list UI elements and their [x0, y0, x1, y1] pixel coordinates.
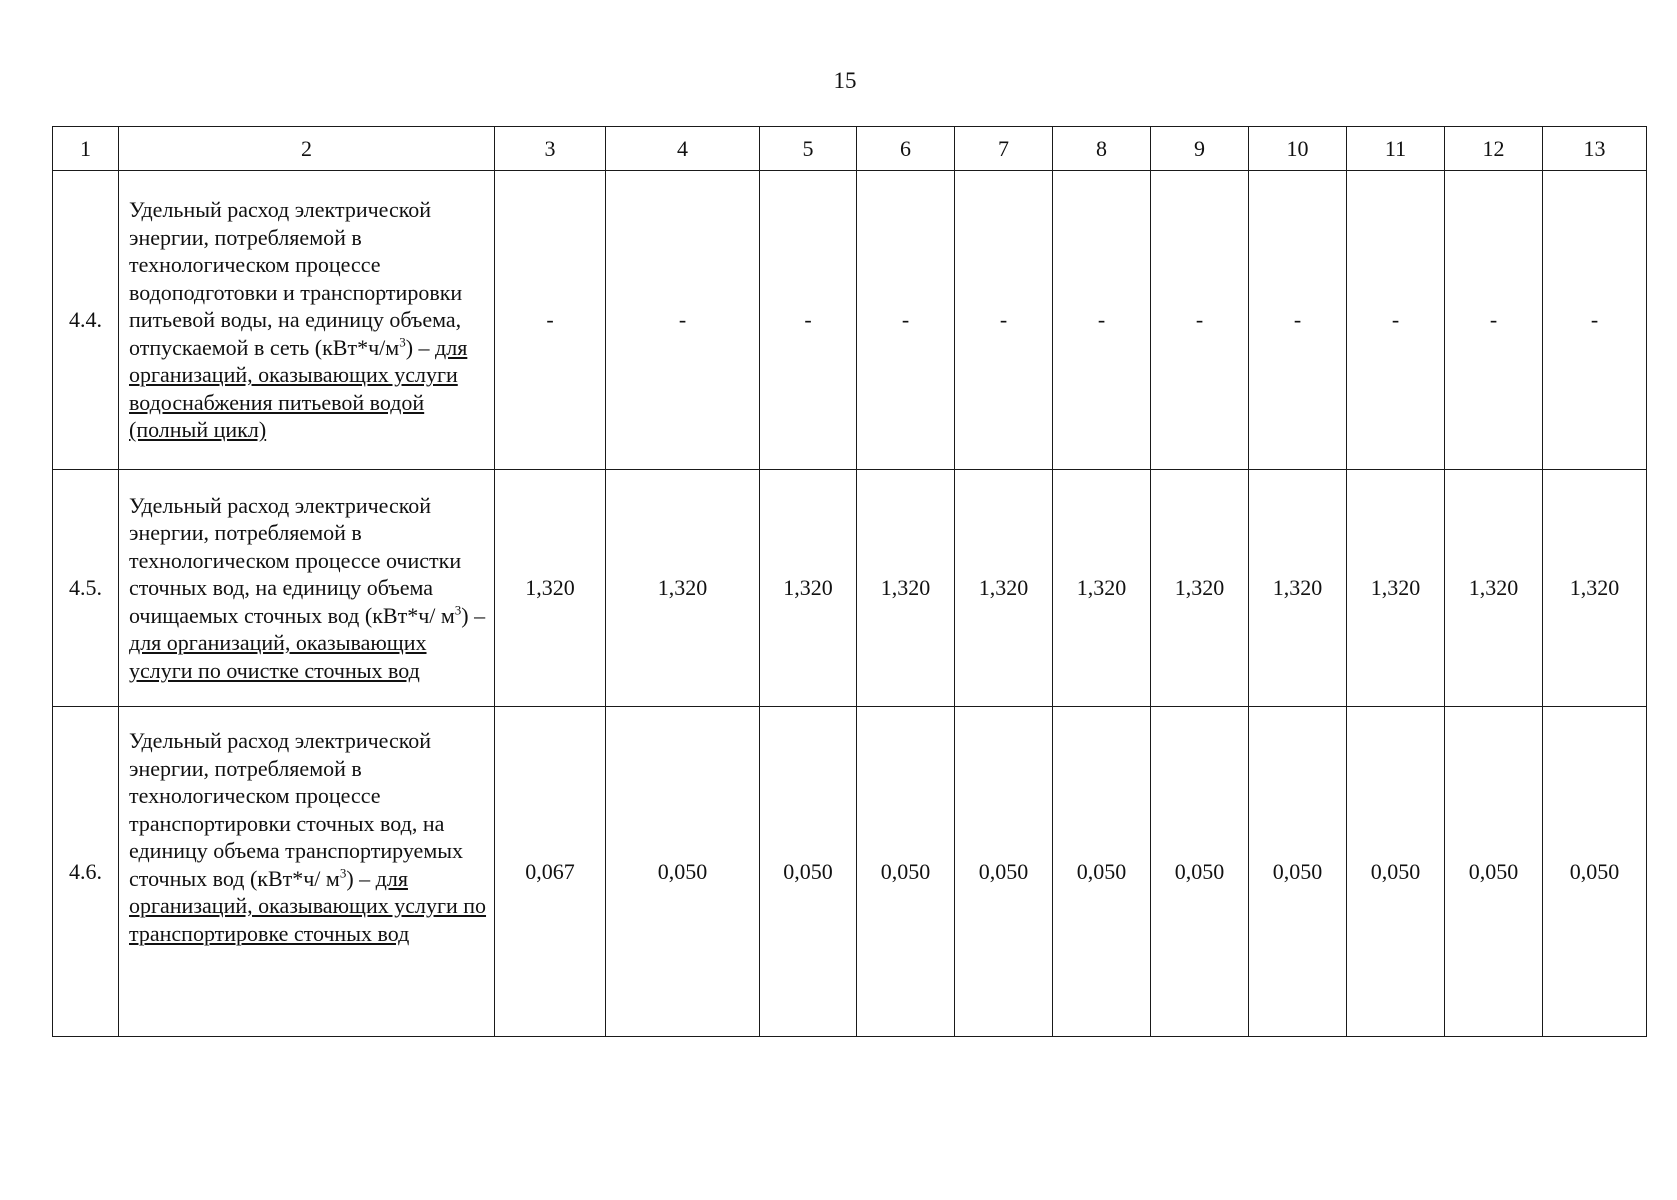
value-cell: 0,050: [1543, 707, 1647, 1037]
unit-prefix: (кВт*ч/ м: [364, 602, 455, 628]
row-description: [119, 470, 495, 707]
column-header: 6: [857, 127, 955, 171]
unit-suffix: ) –: [346, 865, 376, 891]
scope-text: для организаций, оказывающих услуги водоснабжения питьевой водой (полный цикл): [129, 334, 468, 443]
value-cell: 0,050: [1249, 707, 1347, 1037]
row-description: [119, 171, 495, 470]
description-text: Удельный расход электрической энергии, потребляемой в технологическом процессе водоподготовки и транспортировки питьевой воды, на единицу объема, отпускаемой в сеть: [129, 197, 463, 360]
value-cell: 1,320: [1151, 470, 1249, 707]
value-cell: 1,320: [1053, 470, 1151, 707]
value-cell: 0,050: [606, 707, 760, 1037]
page-number: 15: [833, 68, 857, 93]
value-cell: 1,320: [1543, 470, 1647, 707]
value-cell: -: [1053, 171, 1151, 470]
unit-prefix: (кВт*ч/м: [314, 334, 400, 360]
value-cell: 1,320: [1249, 470, 1347, 707]
value-cell: -: [606, 171, 760, 470]
value-cell: 0,050: [1347, 707, 1445, 1037]
value-cell: 1,320: [1347, 470, 1445, 707]
unit-superscript: 3: [339, 865, 347, 881]
indicators-table: [52, 126, 1647, 1037]
column-header: 2: [119, 127, 495, 171]
row-number: 4.5.: [53, 470, 119, 707]
table-row: [53, 171, 1647, 470]
value-cell: 0,050: [1445, 707, 1543, 1037]
column-header: 5: [760, 127, 857, 171]
column-number-row: [53, 127, 1647, 171]
value-cell: -: [1445, 171, 1543, 470]
column-header: 11: [1347, 127, 1445, 171]
scope-text: для организаций, оказывающих услуги по очистке сточных вод: [129, 630, 427, 683]
value-cell: -: [1543, 171, 1647, 470]
value-cell: -: [1347, 171, 1445, 470]
value-cell: 0,050: [857, 707, 955, 1037]
column-header: 8: [1053, 127, 1151, 171]
value-cell: 0,050: [1053, 707, 1151, 1037]
value-cell: 1,320: [955, 470, 1053, 707]
column-header: 10: [1249, 127, 1347, 171]
value-cell: -: [495, 171, 606, 470]
column-header: 13: [1543, 127, 1647, 171]
unit-prefix: (кВт*ч/ м: [249, 865, 340, 891]
value-cell: -: [955, 171, 1053, 470]
column-header: 12: [1445, 127, 1543, 171]
unit-suffix: ) –: [461, 602, 486, 628]
value-cell: 1,320: [760, 470, 857, 707]
description-text: Удельный расход электрической энергии, потребляемой в технологическом процессе очистки сточных вод, на единицу объема очищаемых сточных вод: [129, 492, 462, 628]
column-header: 4: [606, 127, 760, 171]
row-number: 4.4.: [53, 171, 119, 470]
description-text: Удельный расход электрической энергии, потребляемой в технологическом процессе транспортировки сточных вод, на единицу объема транспортируемых сточных вод: [129, 728, 464, 891]
unit-suffix: ) –: [405, 334, 436, 360]
value-cell: 1,320: [606, 470, 760, 707]
value-cell: 1,320: [495, 470, 606, 707]
value-cell: 0,050: [760, 707, 857, 1037]
row-description: [119, 707, 495, 1037]
unit-superscript: 3: [454, 602, 462, 618]
value-cell: -: [1151, 171, 1249, 470]
column-header: 3: [495, 127, 606, 171]
column-header: 9: [1151, 127, 1249, 171]
value-cell: 0,050: [955, 707, 1053, 1037]
table-row: [53, 470, 1647, 707]
unit-superscript: 3: [399, 334, 406, 350]
value-cell: 0,050: [1151, 707, 1249, 1037]
scope-text: для организаций, оказывающих услуги по транспортировке сточных вод: [129, 865, 487, 946]
row-number: 4.6.: [53, 707, 119, 1037]
value-cell: -: [760, 171, 857, 470]
value-cell: 1,320: [857, 470, 955, 707]
value-cell: -: [1249, 171, 1347, 470]
column-header: 7: [955, 127, 1053, 171]
table-row: [53, 707, 1647, 1037]
column-header: 1: [53, 127, 119, 171]
value-cell: -: [857, 171, 955, 470]
value-cell: 1,320: [1445, 470, 1543, 707]
value-cell: 0,067: [495, 707, 606, 1037]
